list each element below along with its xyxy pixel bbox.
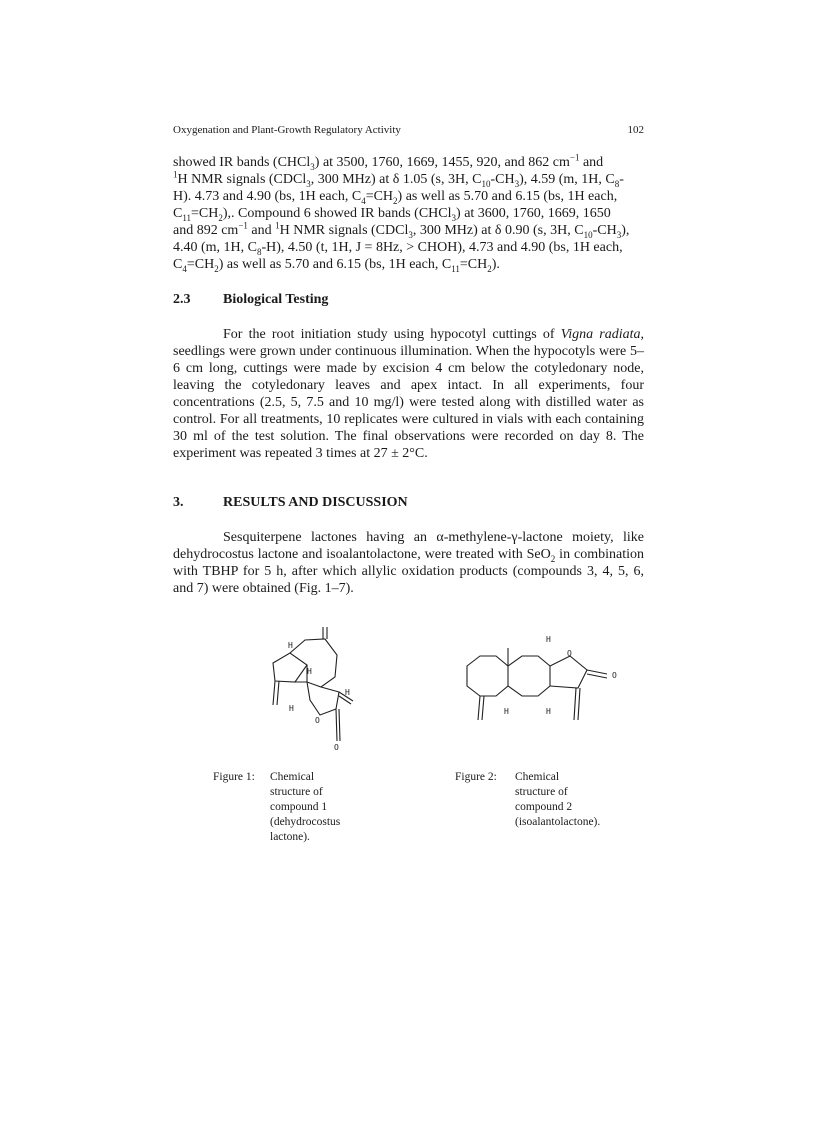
figure-label: Figure 2: — [455, 771, 497, 783]
atom-label: O — [567, 649, 572, 658]
species-name: Vigna radiata — [560, 327, 641, 342]
atom-label: O — [334, 743, 339, 752]
figure-2-structure — [462, 630, 632, 725]
atom-label: O — [315, 716, 320, 725]
figure-1-structure — [255, 625, 375, 755]
atom-label: H — [288, 641, 293, 650]
section-heading-3 — [173, 495, 408, 511]
section-title: RESULTS AND DISCUSSION — [223, 495, 408, 510]
running-title: Oxygenation and Plant-Growth Regulatory Activity — [173, 124, 401, 136]
atom-label: H — [345, 688, 350, 697]
section-title: Biological Testing — [223, 292, 329, 307]
section-number: 2.3 — [173, 292, 191, 307]
figure-1-caption: Figure 1: Chemical structure of compound 1 (dehydrocostus lactone). — [213, 771, 341, 843]
atom-label: O — [612, 671, 617, 680]
results-paragraph: Sesquiterpene lactones having an α-methylene-γ-lactone moiety, like dehydrocostus lactone and isoalantolactone, were treated with SeO$_2$ in combination with TBHP for 5 h, after which allylic oxidation products (compounds 3, 4, 5, 6, and 7) were obtained (Fig. 1–7). — [173, 530, 644, 596]
biological-testing-paragraph: For the root initiation study using hypocotyl cuttings of Vigna radiata, seedlings were grown under continuous illumination. When the hypocotyls were 5–6 cm long, cuttings were made by excision 4 cm below the cotyledonary node, leaving the cotyledonary leaves and apex intact. In all experiments, four concentrations (2.5, 5, 7.5 and 10 mg/l) were tested along with distilled water as control. For all treatments, 10 replicates were cultured in vials with each containing 30 ml of the test solution. The final observations were recorded on day 8. The experiment was repeated 3 times at 27 ± 2°C. — [173, 327, 644, 461]
atom-label: H — [307, 667, 312, 676]
page-number: 102 — [627, 124, 644, 136]
atom-label: H — [289, 704, 294, 713]
figure-2-caption: Figure 2: Chemical structure of compound 2 (isoalantolactone). — [455, 771, 601, 828]
section-number: 3. — [173, 495, 184, 510]
atom-label: H — [546, 635, 551, 644]
figure-label: Figure 1: — [213, 771, 255, 783]
intro-paragraph: showed IR bands (CHCl$_3$) at 3500, 1760, 1669, 1455, 920, and 862 $cm^{-1}$ and $^1$H NMR signals (CDCl$_3$, 300 MHz) at δ 1.05 (s, 3H, $C_{10}-CH_3$), 4.59 (m, 1H, $C_8-$ H). 4.73 and 4.90 (bs, 1H each, $C_4=CH_2$) as well as 5.70 and 6.15 (bs, 1H each, $C_{11}=CH_2$),. Compound 6 showed IR bands (CHCl$_3$) at 3600, 1760, 1669, 1650 and 892 $cm^{-1}$ and $^1$H NMR signals (CDCl$_3$, 300 MHz) at δ 0.90 (s, 3H, $C_{10}-CH_3$), 4.40 (m, 1H, $C_8-H$), 4.50 (t, 1H, J = 8Hz, > CHOH), 4.73 and 4.90 (bs, 1H each, $C_4=CH_2$) as well as 5.70 and 6.15 (bs, 1H each, $C_{11}=CH_2$). — [173, 152, 630, 274]
section-heading-2-3 — [173, 292, 328, 308]
atom-label: H — [504, 707, 509, 716]
atom-label: H — [546, 707, 551, 716]
